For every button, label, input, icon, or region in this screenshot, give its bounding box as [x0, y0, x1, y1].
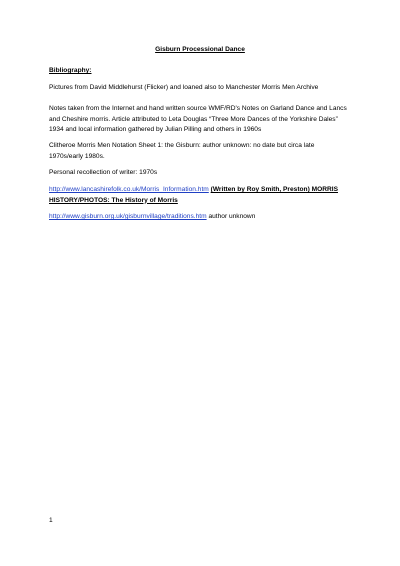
reference-lancashirefolk — [49, 185, 359, 206]
reference-credit: (Written by Roy Smith, Preston) MORRIS HISTORY/PHOTOS: The History of Morris — [49, 186, 338, 204]
page-number: 1 — [49, 517, 53, 524]
bibliography-entry-notes: Notes taken from the Internet and hand written source WMF/RD's Notes on Garland Dance and Lancs and Cheshire morris. Article attributed to Leta Douglas “Three More Dances of the Yorkshire Dales” 1934 and local information gathered by Julian Pilling and others in 1960s — [49, 105, 347, 133]
bibliography-heading: Bibliography: — [49, 67, 92, 74]
bibliography-entry-pictures: Pictures from David Middlehurst (Flicker) and loaned also to Manchester Morris Men Archive — [49, 84, 319, 91]
document-title: Gisburn Processional Dance — [155, 46, 245, 53]
reference-author-note: author unknown — [208, 213, 256, 220]
reference-gisburn — [49, 212, 255, 223]
gisburn-traditions-link[interactable]: http://www.gisburn.org.uk/gisburnvillage/traditions.htm — [49, 213, 207, 220]
bibliography-entry-personal: Personal recollection of writer: 1970s — [49, 169, 158, 176]
bibliography-entry-clitheroe: Clitheroe Morris Men Notation Sheet 1: the Gisburn: author unknown: no date but circa late 1970s/early 1980s. — [49, 142, 315, 160]
lancashirefolk-link[interactable]: http://www.lancashirefolk.co.uk/Morris_Information.htm — [49, 186, 209, 193]
